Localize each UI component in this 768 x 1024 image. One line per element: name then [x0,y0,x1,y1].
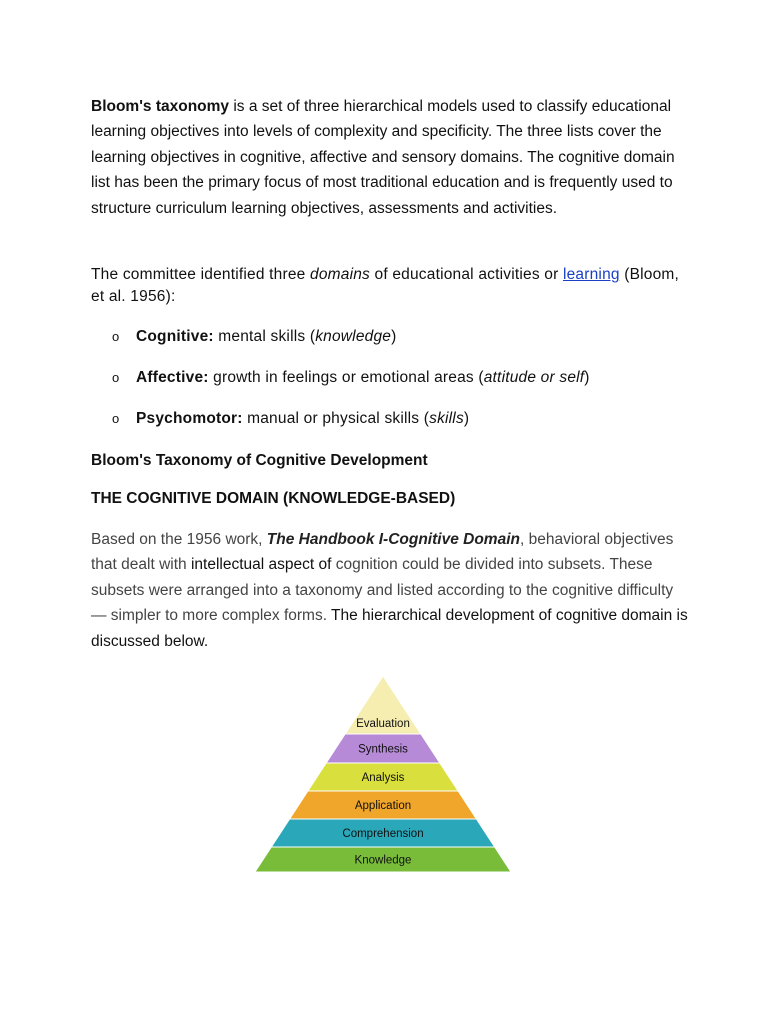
bullet-desc: growth in feelings or emotional areas ( [213,369,484,386]
intro-paragraph [91,94,691,221]
taxonomy-heading: Bloom's Taxonomy of Cognitive Development [91,452,428,469]
body-text-2: , behavioral objectives that dealt with [91,531,674,574]
committee-paragraph [91,264,691,308]
list-item [112,408,590,449]
body-emphasis-2: The hierarchical development of cognitive domain is discussed below. [91,607,688,650]
bullet-marker: o [112,411,120,426]
bullet-term: Cognitive [136,328,209,345]
bullet-sep: : [203,369,214,386]
bullet-end: ) [584,369,590,386]
committee-text-3: (Bloom, et al. 1956): [91,266,680,305]
bullet-marker: o [112,329,120,344]
blooms-pyramid [255,676,515,881]
bullet-desc: mental skills ( [218,328,316,345]
bullet-desc: manual or physical skills ( [247,410,430,427]
bullet-italic: knowledge [315,328,392,345]
handbook-title: The Handbook I-Cognitive Domain [266,531,520,548]
bullet-term: Affective [136,369,204,386]
bullet-end: ) [391,328,397,345]
pyramid-label-analysis: Analysis [361,772,405,784]
committee-text-2: of educational activities or [370,266,563,283]
learning-link[interactable]: learning [562,266,620,283]
bullet-italic: skills [429,410,464,427]
pyramid-label-comprehension: Comprehension [342,828,424,840]
bullet-marker: o [112,370,120,385]
list-item [112,367,590,408]
body-text-1: Based on the 1956 work, [91,531,267,548]
body-paragraph [91,527,691,654]
bullet-sep: : [237,410,248,427]
bullet-term: Psychomotor [136,410,238,427]
pyramid-label-application: Application [354,800,412,812]
cognitive-domain-heading: THE COGNITIVE DOMAIN (KNOWLEDGE-BASED) [91,490,456,507]
list-item [112,326,590,367]
body-emphasis-1: intellectual aspect of [190,556,332,574]
intro-lead: Bloom's taxonomy [91,98,230,115]
bullet-sep: : [208,328,219,345]
committee-text-1: The committee identified three [91,266,310,283]
pyramid-label-knowledge: Knowledge [354,854,412,867]
committee-domains: domains [310,266,370,283]
body-text-3: cognition could be divided into subsets. These subsets were arranged into a taxonomy and listed according to the cognitive difficulty — simpler to more complex forms. [91,556,674,625]
domains-list [112,326,590,449]
bullet-end: ) [463,410,470,427]
intro-text: is a set of three hierarchical models used to classify educational learning objectives into levels of complexity and specificity. The three lists cover the learning objectives in cognitive, affective and sensory domains. The cognitive domain list has been the primary focus of most traditional education and is frequently used to structure curriculum learning objectives, assessments and activities. [91,98,675,217]
pyramid-label-synthesis: Synthesis [358,743,408,756]
bullet-italic: attitude or self [483,369,585,386]
pyramid-label-evaluation: Evaluation [356,718,410,730]
pyramid-graphic [255,676,515,876]
